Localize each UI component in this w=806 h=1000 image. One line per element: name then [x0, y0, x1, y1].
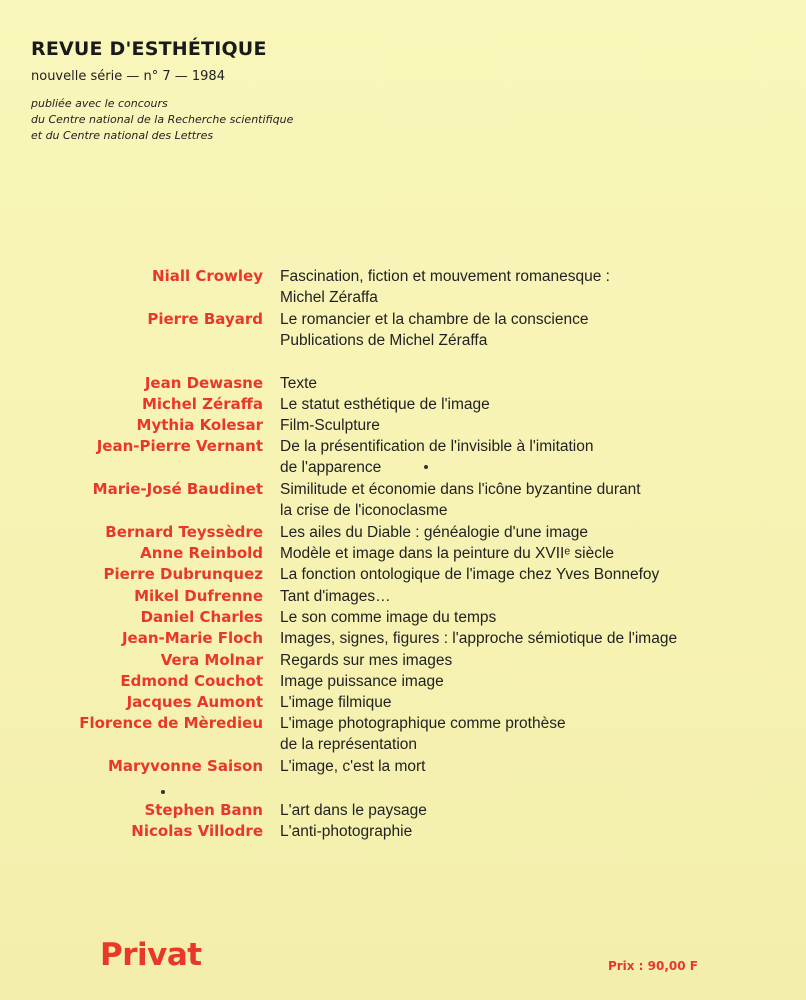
toc-article-title: Modèle et image dans la peinture du XVIIᵉ siècle — [280, 545, 615, 562]
toc-author: Vera Molnar — [160, 651, 263, 669]
toc-article-title: Les ailes du Diable : généalogie d'une image — [280, 524, 589, 541]
toc-article-title: Film-Sculpture — [280, 417, 380, 434]
toc-author: Bernard Teyssèdre — [105, 523, 263, 541]
speck-mark — [424, 465, 428, 469]
speck-mark — [161, 790, 165, 794]
toc-article-title: Tant d'images… — [280, 588, 391, 605]
toc-author: Stephen Bann — [144, 801, 263, 819]
toc-article-title: L'image photographique comme prothèse — [280, 715, 566, 732]
toc-author: Jean-Marie Floch — [121, 629, 263, 647]
toc-article-title: Regards sur mes images — [280, 652, 453, 669]
toc-article-title: La fonction ontologique de l'image chez Yves Bonnefoy — [280, 566, 660, 583]
toc-author: Michel Zéraffa — [141, 395, 263, 413]
toc-author: Florence de Mèredieu — [79, 714, 263, 732]
toc-author: Edmond Couchot — [120, 672, 263, 690]
toc-author: Jacques Aumont — [126, 693, 263, 711]
toc-article-title: Image puissance image — [280, 673, 444, 690]
toc-author: Maryvonne Saison — [107, 757, 263, 775]
toc-author: Pierre Bayard — [147, 310, 263, 328]
toc-article-title: L'image filmique — [280, 694, 392, 711]
toc-article-title: la crise de l'iconoclasme — [280, 502, 448, 519]
journal-title: REVUE D'ESTHÉTIQUE — [31, 38, 267, 60]
toc-author: Niall Crowley — [152, 267, 263, 285]
support-line: publiée avec le concours — [31, 97, 168, 110]
toc-article-title: Similitude et économie dans l'icône byzantine durant — [280, 481, 641, 498]
toc-article-title: Images, signes, figures : l'approche sémiotique de l'image — [280, 630, 678, 647]
toc-author: Nicolas Villodre — [131, 822, 263, 840]
toc-article-title: De la présentification de l'invisible à l'imitation — [280, 438, 594, 455]
toc-author: Mythia Kolesar — [136, 416, 263, 434]
series-issue-line: nouvelle série — n° 7 — 1984 — [31, 69, 225, 84]
toc-article-title: Le statut esthétique de l'image — [280, 396, 490, 413]
toc-article-title: L'image, c'est la mort — [280, 758, 426, 775]
toc-article-title: Texte — [280, 375, 318, 392]
toc-article-title: de l'apparence — [280, 459, 382, 476]
toc-author: Jean-Pierre Vernant — [96, 437, 263, 455]
toc-author: Daniel Charles — [140, 608, 263, 626]
support-line: et du Centre national des Lettres — [31, 129, 214, 142]
toc-article-title: de la représentation — [280, 736, 418, 753]
price-label: Prix : 90,00 F — [607, 959, 698, 973]
toc-article-title: Le romancier et la chambre de la conscience — [280, 311, 589, 328]
toc-author: Mikel Dufrenne — [134, 587, 263, 605]
toc-author: Jean Dewasne — [144, 374, 263, 392]
toc-author: Anne Reinbold — [140, 544, 263, 562]
toc-article-title: Le son comme image du temps — [280, 609, 497, 626]
toc-article-title: Michel Zéraffa — [280, 289, 378, 306]
toc-article-title: L'anti-photographie — [280, 823, 413, 840]
toc-author: Pierre Dubrunquez — [103, 565, 263, 583]
toc-article-title: Publications de Michel Zéraffa — [280, 332, 488, 349]
toc-article-title: L'art dans le paysage — [280, 802, 427, 819]
toc-article-title: Fascination, fiction et mouvement romanesque : — [280, 268, 610, 285]
toc-author: Marie-José Baudinet — [92, 480, 263, 498]
support-line: du Centre national de la Recherche scientifique — [31, 113, 294, 126]
publisher-logo: Privat — [100, 937, 202, 973]
